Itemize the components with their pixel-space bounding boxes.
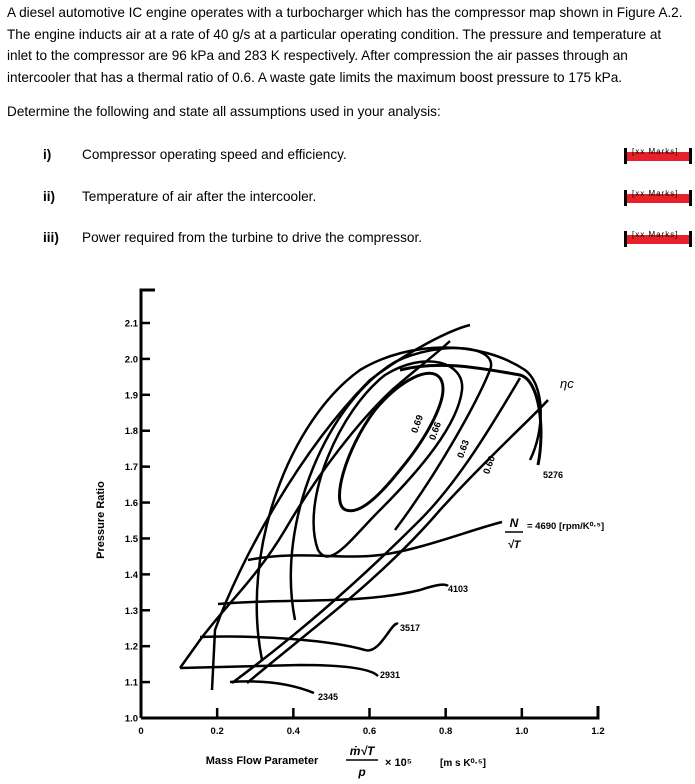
speed-line-label: 2345 (318, 692, 339, 702)
y-tick-label: 1.2 (124, 641, 138, 653)
y-tick-label: 2.1 (124, 318, 138, 330)
y-tick-label: 1.5 (124, 533, 138, 545)
y-ticks (125, 319, 150, 725)
x-formula-denominator: p (358, 765, 366, 779)
task-prompt: Determine the following and state all assumptions used in your analysis: (7, 104, 441, 119)
y-tick-label: 1.9 (124, 390, 138, 402)
y-tick-label: 1.8 (124, 426, 138, 438)
problem-line: inlet to the compressor are 96 kPa and 283 K respectively. After compression the air passes through an (7, 48, 628, 63)
speed-line-label: 5276 (543, 470, 564, 480)
problem-line: A diesel automotive IC engine operates with a turbocharger which has the compressor map shown in Figure A.2. (7, 5, 683, 20)
y-axis (141, 290, 155, 718)
x-tick-label: 0.4 (286, 726, 300, 737)
speed-equation-numerator: N (509, 516, 519, 530)
problem-line: intercooler that has a thermal ratio of 0.6. A waste gate limits the maximum boost pressure to 175 kPa. (7, 69, 623, 85)
speed-line-3517 (200, 624, 398, 651)
question-number: iii) (43, 230, 59, 245)
speed-line-label: 2931 (380, 670, 401, 680)
speed-equation-denominator: √T (507, 539, 521, 551)
efficiency-symbol: ηc (560, 376, 574, 391)
x-tick-label: 1.0 (515, 726, 529, 737)
x-tick-label: 1.2 (591, 726, 605, 737)
y-tick-label: 1.6 (124, 498, 138, 510)
efficiency-label: 0.60 (481, 454, 498, 476)
marks-text: [xx Marks] (632, 147, 679, 156)
x-units: [m s K⁰·⁵] (440, 758, 486, 769)
efficiency-island-060 (257, 348, 541, 661)
efficiency-label: 0.69 (409, 413, 426, 435)
problem-line: The engine inducts air at a rate of 40 g/s at a particular operating condition. The pressure and temperature at (7, 26, 662, 42)
question-text: Compressor operating speed and efficiency. (82, 147, 347, 162)
marks-text: [xx Marks] (632, 189, 679, 198)
x-axis-title: Mass Flow Parameter (205, 755, 319, 767)
y-axis-title: Pressure Ratio (95, 481, 107, 559)
y-tick-label: 1.1 (124, 677, 138, 689)
y-tick-label: 1.7 (124, 462, 138, 474)
x-tick-label: 0.2 (210, 726, 224, 737)
x-tick-label: 0.8 (439, 726, 453, 737)
x-tick-label: 0.6 (362, 726, 377, 737)
efficiency-label: 0.63 (455, 438, 472, 460)
speed-line-label: 4103 (448, 584, 469, 594)
x-tick-label: 0 (138, 726, 144, 737)
marks-text: [xx Marks] (632, 230, 679, 239)
speed-equation-value: = 4690 [rpm/K⁰·⁵] (527, 521, 605, 532)
question-text: Temperature of air after the intercooler. (82, 189, 317, 204)
speed-line-2345 (230, 681, 314, 693)
speed-line-2931 (180, 665, 378, 676)
speed-line-label: 3517 (400, 623, 421, 633)
efficiency-label: 0.66 (427, 420, 444, 442)
y-tick-label: 1.3 (124, 605, 138, 617)
x-ticks (138, 708, 604, 737)
question-number: ii) (43, 189, 56, 204)
y-tick-label: 2.0 (124, 354, 138, 366)
question-text: Power required from the turbine to drive the compressor. (82, 230, 423, 245)
y-tick-label: 1.4 (124, 569, 138, 581)
y-tick-label: 1.0 (124, 713, 138, 725)
efficiency-islands (257, 348, 541, 661)
speed-line-4103 (218, 585, 448, 604)
x-formula-numerator: ṁ√T (349, 744, 375, 758)
question-number: i) (43, 147, 52, 162)
x-multiplier: × 10⁵ (385, 757, 412, 769)
